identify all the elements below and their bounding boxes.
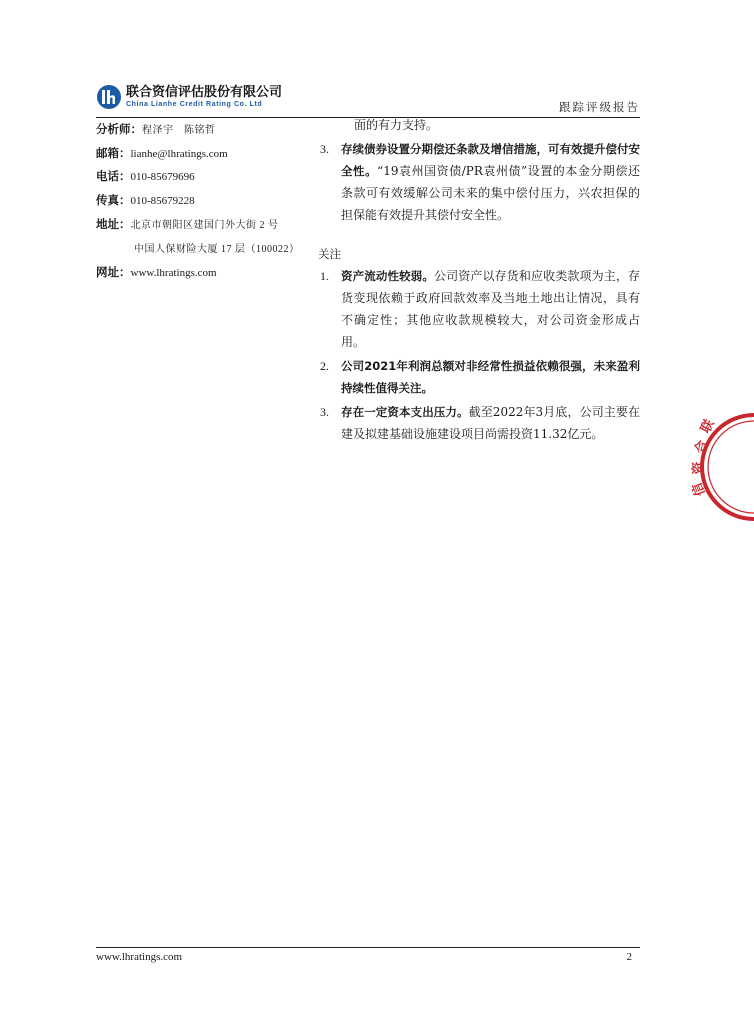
phone-value: 010-85679696 <box>130 171 195 183</box>
item-text: “19袁州国资债/PR袁州债”设置的本金分期偿还条款可有效缓解公司未来的集中偿付压力，兴农担保的担保能有效提升其偿付安全性。 <box>341 164 640 222</box>
email-value: lianhe@lhratings.com <box>130 148 228 160</box>
address-line2: 中国人保财险大厦 17 层（100022） <box>134 244 300 255</box>
item-number: 3. <box>320 405 329 419</box>
concern-item-1 <box>318 265 640 353</box>
lianhe-logo-icon <box>96 84 122 110</box>
email-label: 邮箱： <box>96 146 131 160</box>
address-line1: 北京市朝阳区建国门外大街 2 号 <box>130 220 279 231</box>
item-heading: 存在一定资本支出压力。 <box>341 405 469 419</box>
concern-item-3 <box>318 401 640 445</box>
item-text: 公司资产以存货和应收类款项为主，存货变现依赖于政府回款效率及当地土地出让情况，具有不确定性；其他应收款规模较大，对公司资金形成占用。 <box>341 269 640 349</box>
analyst-value: 程泽宇 陈铭哲 <box>142 125 216 136</box>
svg-text:资: 资 <box>690 460 707 475</box>
website-row <box>96 265 217 281</box>
address-row-2 <box>134 241 300 257</box>
item-number: 3. <box>320 142 329 156</box>
item-heading: 资产流动性较弱。 <box>341 269 434 283</box>
company-name-cn: 联合资信评估股份有限公司 <box>126 85 283 100</box>
concern-item-2 <box>318 355 640 399</box>
email-row <box>96 146 228 162</box>
svg-text:合: 合 <box>693 438 711 455</box>
phone-row <box>96 169 195 185</box>
concerns-title: 关注 <box>318 247 341 261</box>
website-label: 网址： <box>96 265 131 279</box>
fax-label: 传真： <box>96 193 131 207</box>
svg-text:联: 联 <box>698 417 718 436</box>
item-number: 1. <box>320 269 329 283</box>
report-type: 跟踪评级报告 <box>559 100 640 114</box>
svg-text:信: 信 <box>689 480 709 499</box>
item-number: 2. <box>320 359 329 373</box>
fax-value: 010-85679228 <box>130 195 195 207</box>
continuation-text: 面的有力支持。 <box>354 118 439 132</box>
company-logo <box>96 84 282 110</box>
address-label: 地址： <box>96 217 131 231</box>
report-body <box>318 114 640 445</box>
item-heading: 公司2021年利润总额对非经常性损益依赖很强，未来盈利持续性值得关注。 <box>341 359 640 395</box>
fax-row <box>96 193 195 209</box>
address-row <box>96 217 279 233</box>
website-value: www.lhratings.com <box>130 267 217 279</box>
page-number: 2 <box>626 951 632 963</box>
footer-website: www.lhratings.com <box>96 951 183 963</box>
item-heading: 存续债券设置分期偿还条款及增信措施，可有效提升偿付安全性。 <box>341 142 640 178</box>
company-seal <box>689 372 754 562</box>
phone-label: 电话： <box>96 169 131 183</box>
item-text: 截至2022年3月底，公司主要在建及拟建基础设施建设项目尚需投资11.32亿元。 <box>341 405 640 441</box>
footer-divider <box>96 947 640 948</box>
strength-item-3 <box>318 138 640 226</box>
analyst-label: 分析师： <box>96 122 142 136</box>
analyst-row <box>96 122 216 138</box>
company-name-en: China Lianhe Credit Rating Co. Ltd <box>126 101 263 108</box>
